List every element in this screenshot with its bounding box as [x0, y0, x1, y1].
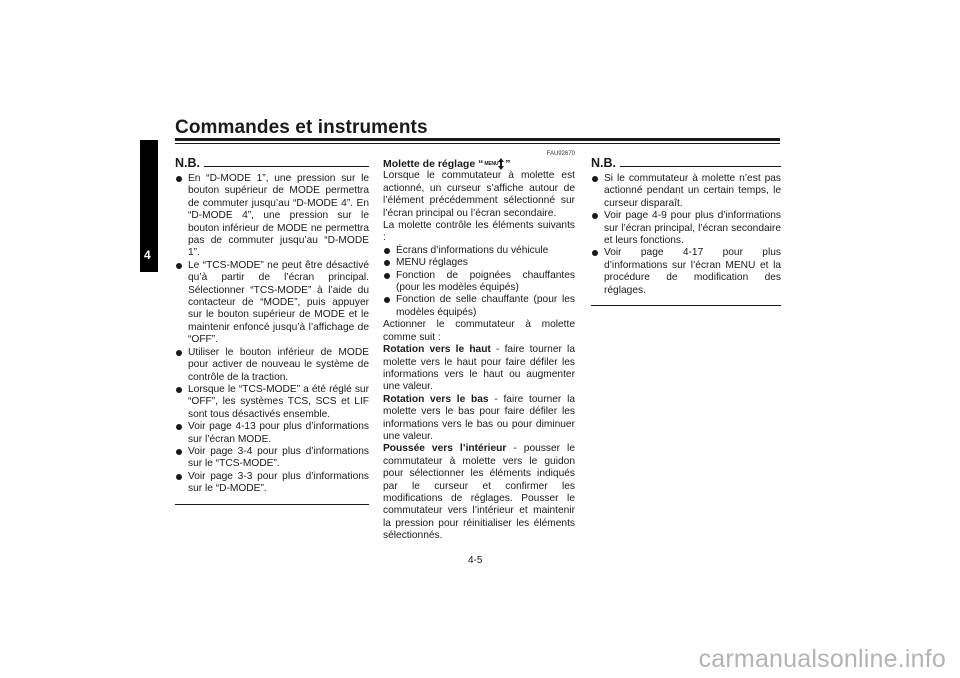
list-item: Écrans d’informations du véhicule [383, 245, 575, 257]
list-item: Lorsque le “TCS-MODE” a été réglé sur “OFF”, les systèmes TCS, SCS et LIF sont tous désactivés ensemble. [175, 384, 369, 421]
nb-rule [620, 166, 781, 167]
column-2 [383, 150, 575, 543]
operate-label: Actionner le commutateur à molette comme suit : [383, 319, 575, 343]
header-rule-thin [175, 143, 780, 144]
nb-header [175, 157, 369, 170]
heading-text-end: ” [505, 158, 511, 170]
header-rule [175, 138, 780, 141]
nb-label: N.B. [591, 156, 616, 170]
list-item: Voir page 4-17 pour plus d’informations sur l’écran MENU et la procédure de modification des réglages. [591, 247, 781, 297]
menu-wheel-icon [484, 158, 504, 170]
note-list [175, 173, 369, 496]
action-desc: - faire tourner la molette vers le haut pour faire défiler les informations vers le haut ou augmenter une valeur. [383, 344, 575, 393]
nb-rule [204, 166, 369, 167]
chapter-tab [140, 140, 158, 272]
note-end-rule [591, 305, 781, 306]
column-1 [175, 157, 369, 505]
note-list [591, 173, 781, 297]
list-item: Le “TCS-MODE” ne peut être désactivé qu’à partir de l’écran principal. Sélectionner “TCS-MODE” à l’aide du contacteur de “MODE”, puis appuyer sur le bouton supérieur de MODE et le maintenir enfoncé jusqu’à l’affichage de “OFF”. [175, 260, 369, 347]
list-item: MENU réglages [383, 257, 575, 269]
action-paragraph [383, 443, 575, 542]
section-heading [383, 158, 575, 170]
nb-label: N.B. [175, 156, 200, 170]
list-item: Fonction de selle chauffante (pour les modèles équipés) [383, 294, 575, 319]
menu-icon-label: MENU [484, 161, 499, 167]
section-code: FAU92670 [546, 151, 575, 157]
watermark: carmanualsonline.info [698, 645, 946, 673]
list-item: Voir page 3-4 pour plus d’informations sur le “TCS-MODE”. [175, 446, 369, 471]
page-number: 4-5 [468, 555, 483, 566]
intro-paragraph: Lorsque le commutateur à molette est actionné, un curseur s’affiche autour de l’élément précédemment sélectionné sur l’écran principal ou l’écran secondaire. [383, 170, 575, 219]
action-desc: - pousser le commutateur à molette vers le guidon pour sélectionner les éléments indiqués par le curseur et confirmer les modifications de réglages. Pousser le commutateur vers l’intérieur et maintenir la pression pour réinitialiser les éléments sélectionnés. [383, 443, 575, 542]
action-paragraph [383, 344, 575, 394]
action-desc: - faire tourner la molette vers le bas pour faire défiler les informations vers le bas ou pour diminuer une valeur. [383, 393, 575, 442]
action-paragraph [383, 394, 575, 444]
page-title: Commandes et instruments [175, 117, 428, 138]
list-item: Fonction de poignées chauffantes (pour les modèles équipés) [383, 270, 575, 295]
action-term: Rotation vers le bas [383, 393, 489, 405]
nb-header [591, 157, 781, 170]
action-term: Rotation vers le haut [383, 344, 491, 356]
controls-list [383, 245, 575, 319]
list-item: Voir page 4-9 pour plus d’informations sur l’écran principal, l’écran secondaire et leurs fonctions. [591, 210, 781, 247]
list-item: Voir page 4-13 pour plus d’informations sur l’écran MODE. [175, 421, 369, 446]
list-item: Si le commutateur à molette n’est pas actionné pendant un certain temps, le curseur disparaît. [591, 173, 781, 210]
list-item: Voir page 3-3 pour plus d’informations sur le “D-MODE”. [175, 471, 369, 496]
heading-text: Molette de réglage “ [383, 158, 484, 170]
note-end-rule [175, 504, 369, 505]
action-term: Poussée vers l’intérieur [383, 443, 507, 455]
column-3 [591, 157, 781, 306]
chapter-number: 4 [144, 248, 151, 262]
controls-label: La molette contrôle les éléments suivants : [383, 220, 575, 244]
list-item: En “D-MODE 1”, une pression sur le bouton supérieur de MODE permettra de commuter jusqu’au “D-MODE 4”. En “D-MODE 4”, une pression sur le bouton inférieur de MODE ne permettra pas de commuter jusqu’au “D-MODE 1”. [175, 173, 369, 260]
list-item: Utiliser le bouton inférieur de MODE pour activer de nouveau le système de contrôle de la traction. [175, 347, 369, 384]
